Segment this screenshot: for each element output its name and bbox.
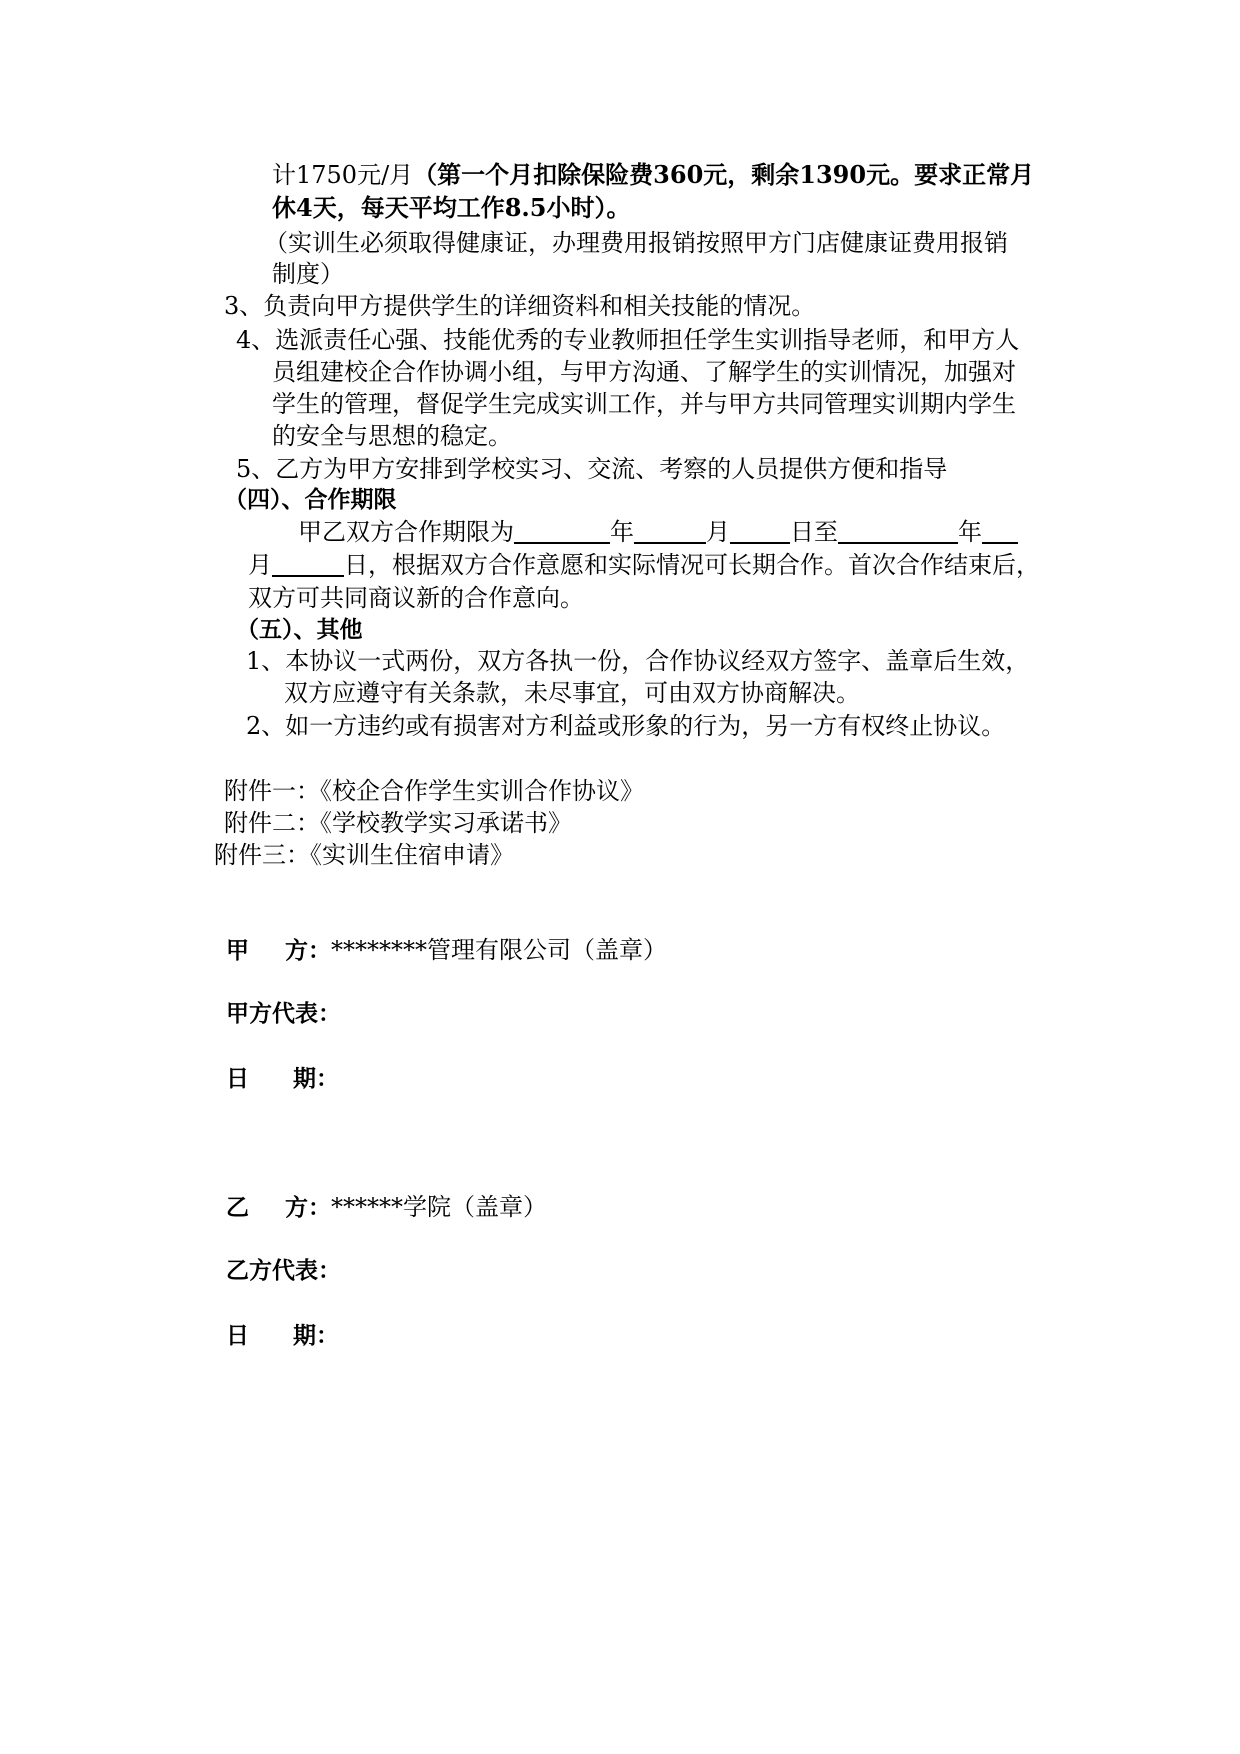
party-a-date: 日 期： (226, 1066, 339, 1092)
paragraph-health-cert: （实训生必须取得健康证，办理费用报销按照甲方门店健康证费用报销 (264, 229, 1008, 257)
term-line-3: 双方可共同商议新的合作意向。 (248, 584, 584, 612)
blank-end-year[interactable] (838, 518, 958, 544)
section-heading-term: （四）、合作期限 (224, 487, 397, 513)
list-item-4-line3: 学生的管理，督促学生完成实训工作，并与甲方共同管理实训期内学生 (272, 390, 1016, 418)
list-item-4: 4、选派责任心强、技能优秀的专业教师担任学生实训指导老师，和甲方人 (236, 326, 1020, 354)
party-b-representative: 乙方代表： (226, 1258, 341, 1284)
section-heading-other: （五）、其他 (236, 617, 363, 643)
list-item-5: 5、乙方为甲方安排到学校实习、交流、考察的人员提供方便和指导 (236, 455, 948, 483)
paragraph-health-cert-cont: 制度） (272, 260, 344, 288)
attachment-3: 附件三：《实训生住宿申请》 (214, 841, 514, 869)
party-a-name: 甲 方：********管理有限公司（盖章） (226, 936, 667, 964)
paragraph-salary: 计1750元/月（第一个月扣除保险费360元，剩余1390元。要求正常月 (272, 160, 1035, 189)
term-line: 甲乙双方合作期限为 年 月 日至 年 (298, 517, 1018, 547)
party-b-date: 日 期： (226, 1323, 339, 1349)
attachment-1: 附件一：《校企合作学生实训合作协议》 (224, 777, 644, 805)
blank-end-month[interactable] (982, 518, 1018, 544)
blank-start-month[interactable] (634, 518, 706, 544)
other-item-2: 2、如一方违约或有损害对方利益或形象的行为，另一方有权终止协议。 (246, 712, 1006, 740)
attachment-2: 附件二：《学校教学实习承诺书》 (224, 809, 572, 837)
list-item-4-line4: 的安全与思想的稳定。 (272, 422, 512, 450)
blank-start-day[interactable] (730, 518, 790, 544)
other-item-1-cont: 双方应遵守有关条款，未尽事宜，可由双方协商解决。 (284, 679, 860, 707)
paragraph-salary-cont: 休4天，每天平均工作8.5小时）。 (272, 193, 631, 222)
blank-end-day[interactable] (272, 551, 344, 577)
list-item-4-line2: 员组建校企合作协调小组，与甲方沟通、了解学生的实训情况，加强对 (272, 358, 1016, 386)
party-a-representative: 甲方代表： (226, 1001, 341, 1027)
other-item-1: 1、本协议一式两份，双方各执一份，合作协议经双方签字、盖章后生效， (246, 647, 1030, 675)
party-b-name: 乙 方：******学院（盖章） (226, 1193, 547, 1221)
blank-start-year[interactable] (514, 518, 610, 544)
list-item-3: 3、负责向甲方提供学生的详细资料和相关技能的情况。 (224, 292, 816, 320)
term-line-2: 月 日，根据双方合作意愿和实际情况可长期合作。首次合作结束后， (248, 551, 1040, 579)
